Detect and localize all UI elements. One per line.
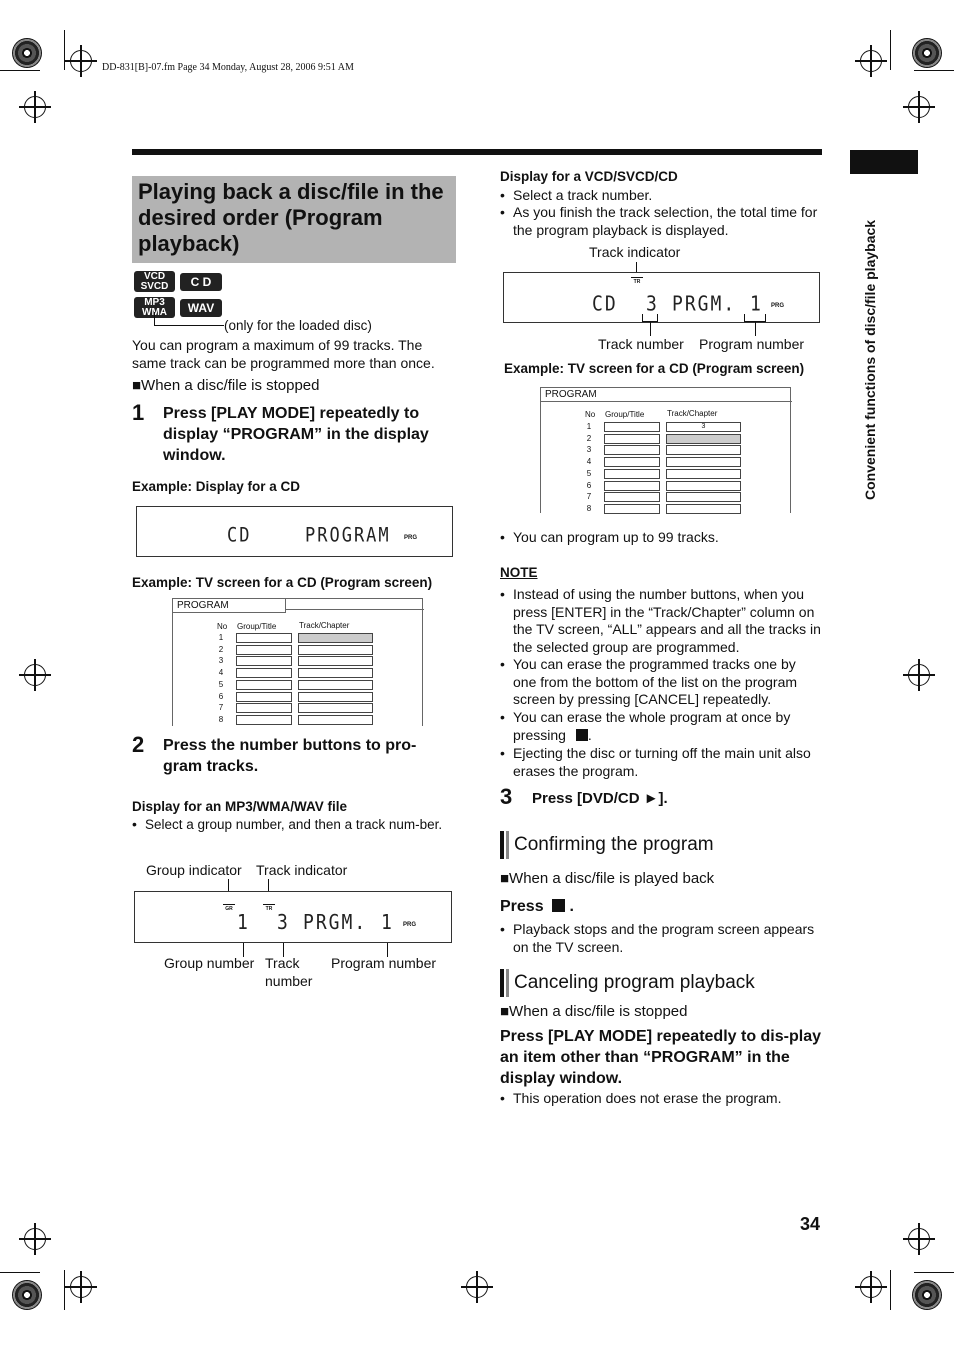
group-cell[interactable]: [236, 680, 292, 690]
vcd-bullet-1: Select a track number.: [513, 187, 653, 203]
cancel-when-label: ■When a disc/file is stopped: [500, 1003, 688, 1020]
section-bar: [506, 831, 509, 859]
registration-disc-icon: [12, 1280, 42, 1310]
lcd-program-value: 1: [381, 910, 394, 935]
track-cell[interactable]: [666, 481, 741, 491]
crop-mark: [890, 1270, 891, 1310]
crosshair-mark-icon: [908, 1228, 930, 1250]
vcd-bullet-dot: •: [500, 204, 505, 220]
lcd-program-text: PROGRAM: [305, 524, 391, 547]
track-cell[interactable]: [298, 656, 373, 666]
group-cell[interactable]: [236, 692, 292, 702]
file-header: DD-831[B]-07.fm Page 34 Monday, August 28, 2006 9:51 AM: [102, 62, 354, 73]
group-cell[interactable]: [604, 481, 660, 491]
track-cell[interactable]: [298, 703, 373, 713]
step-3-number: 3: [500, 784, 513, 809]
only-loaded-note: (only for the loaded disc): [224, 318, 372, 333]
crosshair-mark-icon: [466, 1276, 488, 1298]
vcd-bullet-dot: •: [500, 187, 505, 203]
note-bullet-2: You can erase the programmed tracks one by one from the bottom of the list on the program screen by pressing [CANCEL] repeatedly.: [513, 656, 798, 707]
badge-cd: C D: [180, 273, 222, 291]
group-cell[interactable]: [604, 469, 660, 479]
mp3-display-title: Display for an MP3/WMA/WAV file: [132, 799, 348, 814]
lcd-track-value: 3: [277, 910, 290, 935]
tr-indicator: TR: [263, 904, 275, 912]
crosshair-mark-icon: [70, 50, 92, 72]
step-1-text: Press [PLAY MODE] repeatedly to display “PROGRAM” in the display window.: [163, 405, 429, 464]
lcd-prg-indicator: PRG: [404, 535, 418, 541]
program-number-label: Program number: [331, 955, 437, 971]
group-cell[interactable]: [604, 445, 660, 455]
step-1-number: 1: [132, 400, 145, 425]
crosshair-mark-icon: [70, 1276, 92, 1298]
lcd-cd-text: CD: [227, 524, 252, 547]
group-number-label: Group number: [164, 955, 255, 971]
crosshair-mark-icon: [24, 96, 46, 118]
lcd-display-cd-program: [136, 506, 453, 557]
lcd-display-mp3: [134, 891, 452, 943]
row-number: 8: [218, 714, 224, 724]
cancel-bullet: This operation does not erase the program.: [513, 1090, 782, 1106]
vcd-program-number-label: Program number: [699, 336, 805, 352]
badge-mp3-wma: MP3 WMA: [134, 297, 175, 318]
badge-vcd-svcd: VCD SVCD: [134, 271, 175, 292]
registration-disc-icon: [12, 38, 42, 68]
lcd-track-value: 3: [646, 291, 659, 316]
crosshair-mark-icon: [908, 96, 930, 118]
group-cell[interactable]: [604, 422, 660, 432]
crop-mark: [914, 70, 954, 71]
gr-indicator: GR: [223, 904, 235, 912]
registration-disc-icon: [912, 38, 942, 68]
track-cell[interactable]: [666, 445, 741, 455]
track-cell[interactable]: 3: [666, 422, 741, 432]
group-cell[interactable]: [236, 715, 292, 725]
group-cell[interactable]: [604, 504, 660, 514]
badge-bracket: [154, 312, 224, 326]
vcd-bullet-2: As you finish the track selection, the total time for the program playback is displayed.: [513, 204, 818, 238]
crop-mark: [64, 30, 65, 70]
track-number-label: Track number: [265, 955, 313, 989]
group-cell[interactable]: [236, 645, 292, 655]
col-header-track: Track/Chapter: [667, 409, 718, 418]
crosshair-mark-icon: [908, 664, 930, 686]
vcd-track-indicator-label: Track indicator: [589, 244, 681, 260]
crop-mark: [64, 1270, 65, 1310]
group-indicator-label: Group indicator: [146, 862, 242, 878]
col-header-group: Group/Title: [237, 622, 277, 631]
program-screen-right: [540, 387, 791, 513]
track-cell[interactable]: [666, 434, 741, 444]
note-title: NOTE: [500, 565, 538, 580]
lcd-prg-indicator: PRG: [403, 922, 417, 928]
row-number: 1: [586, 422, 592, 431]
confirm-bullet: Playback stops and the program screen appears on the TV screen.: [513, 921, 815, 955]
group-cell[interactable]: [604, 434, 660, 444]
vcd-track-number-label: Track number: [598, 336, 684, 352]
confirm-press: Press .: [500, 898, 574, 915]
row-number: 1: [218, 633, 224, 642]
row-number: 6: [586, 480, 592, 490]
group-cell[interactable]: [236, 668, 292, 678]
when-stopped-label: ■When a disc/file is stopped: [132, 377, 320, 394]
row-number: 2: [218, 644, 224, 654]
crop-mark: [914, 1272, 954, 1273]
crosshair-mark-icon: [24, 664, 46, 686]
top-rule: [132, 149, 822, 155]
lcd-prg-indicator: PRG: [771, 303, 785, 309]
track-cell[interactable]: [666, 504, 741, 514]
lcd-prgm-text: PRGM.: [672, 291, 737, 316]
step-3-text: Press [DVD/CD ►].: [532, 790, 668, 807]
step-2-number: 2: [132, 732, 145, 757]
mp3-bullet-dot: •: [132, 816, 137, 832]
confirm-section-title: Confirming the program: [514, 834, 714, 855]
screen-tab: PROGRAM: [173, 599, 286, 613]
section-bar: [500, 969, 504, 997]
group-cell[interactable]: [236, 633, 292, 643]
cancel-instruction: Press [PLAY MODE] repeatedly to dis-play an item other than “PROGRAM” in the display window.: [500, 1028, 821, 1087]
mp3-bullet-text: Select a group number, and then a track num-ber.: [145, 817, 443, 832]
crosshair-mark-icon: [24, 1228, 46, 1250]
crop-mark: [890, 30, 891, 70]
example-tv-screen-cd: Example: TV screen for a CD (Program screen): [132, 575, 433, 590]
screen-tab: PROGRAM: [541, 388, 792, 402]
group-cell[interactable]: [236, 656, 292, 666]
example-display-cd: Example: Display for a CD: [132, 479, 301, 494]
confirm-when-label: ■When a disc/file is played back: [500, 870, 715, 887]
section-bar: [500, 831, 504, 859]
section-bar: [506, 969, 509, 997]
lcd-prgm-text: PRGM.: [303, 910, 368, 935]
row-number: 3: [218, 656, 224, 666]
note-bullet-3: You can erase the whole program at once by pressing .: [513, 709, 791, 743]
note-bullet-1: Instead of using the number buttons, when you press [ENTER] in the “Track/Chapter” column on the TV screen, “ALL” appears and all the tracks in the selected group are programmed.: [513, 586, 821, 655]
lcd-group-value: 1: [237, 910, 250, 935]
track-cell[interactable]: [666, 492, 741, 502]
lcd-display-vcd: [503, 272, 820, 323]
cancel-section-title: Canceling program playback: [514, 972, 755, 993]
crosshair-mark-icon: [860, 1276, 882, 1298]
side-tab-label: Convenient functions of disc/file playback: [862, 219, 878, 500]
row-number: 6: [218, 691, 224, 701]
lcd-cd-text: CD: [592, 291, 618, 316]
row-number: 7: [218, 703, 224, 713]
step-2-text: Press the number buttons to pro-gram tracks.: [163, 737, 417, 775]
row-number: 5: [586, 468, 592, 478]
col-header-no: No: [585, 410, 596, 419]
group-cell[interactable]: [236, 703, 292, 713]
group-cell[interactable]: [604, 457, 660, 467]
badge-wav: WAV: [180, 299, 222, 317]
row-number: 4: [218, 668, 224, 678]
row-number: 7: [586, 492, 592, 502]
example-tv-screen-cd-right: Example: TV screen for a CD (Program screen): [504, 361, 805, 376]
side-tab-marker: [850, 150, 918, 174]
stop-button-icon: [576, 729, 588, 741]
crop-mark: [0, 1272, 40, 1273]
page-number: 34: [800, 1214, 821, 1234]
up-to-99-dot: •: [500, 529, 505, 545]
track-cell[interactable]: [298, 633, 373, 643]
col-header-track: Track/Chapter: [299, 621, 350, 630]
track-cell[interactable]: [298, 680, 373, 690]
row-number: 4: [586, 457, 592, 467]
crop-mark: [0, 70, 40, 71]
track-cell[interactable]: [666, 457, 741, 467]
track-cell[interactable]: [298, 668, 373, 678]
track-cell[interactable]: [298, 715, 373, 725]
row-number: 3: [586, 445, 592, 455]
note-bullet-4: Ejecting the disc or turning off the main unit also erases the program.: [513, 745, 811, 779]
crosshair-mark-icon: [860, 50, 882, 72]
track-cell[interactable]: [298, 645, 373, 655]
section-title: Playing back a disc/file in the desired order (Program playback): [132, 176, 456, 263]
track-cell[interactable]: [298, 692, 373, 702]
track-cell[interactable]: [666, 469, 741, 479]
col-header-no: No: [217, 622, 228, 631]
lcd-program-value: 1: [750, 291, 763, 316]
stop-button-icon: [552, 899, 565, 912]
up-to-99-text: You can program up to 99 tracks.: [513, 529, 719, 545]
tr-indicator: TR: [631, 277, 643, 285]
vcd-display-title: Display for a VCD/SVCD/CD: [500, 169, 678, 184]
row-number: 5: [218, 679, 224, 689]
intro-text: You can program a maximum of 99 tracks. The same track can be programmed more than once.: [132, 337, 435, 371]
registration-disc-icon: [912, 1280, 942, 1310]
program-screen-left: [172, 598, 423, 726]
col-header-group: Group/Title: [605, 410, 645, 419]
row-number: 2: [586, 433, 592, 443]
group-cell[interactable]: [604, 492, 660, 502]
track-indicator-label: Track indicator: [256, 862, 348, 878]
row-number: 8: [586, 503, 592, 513]
